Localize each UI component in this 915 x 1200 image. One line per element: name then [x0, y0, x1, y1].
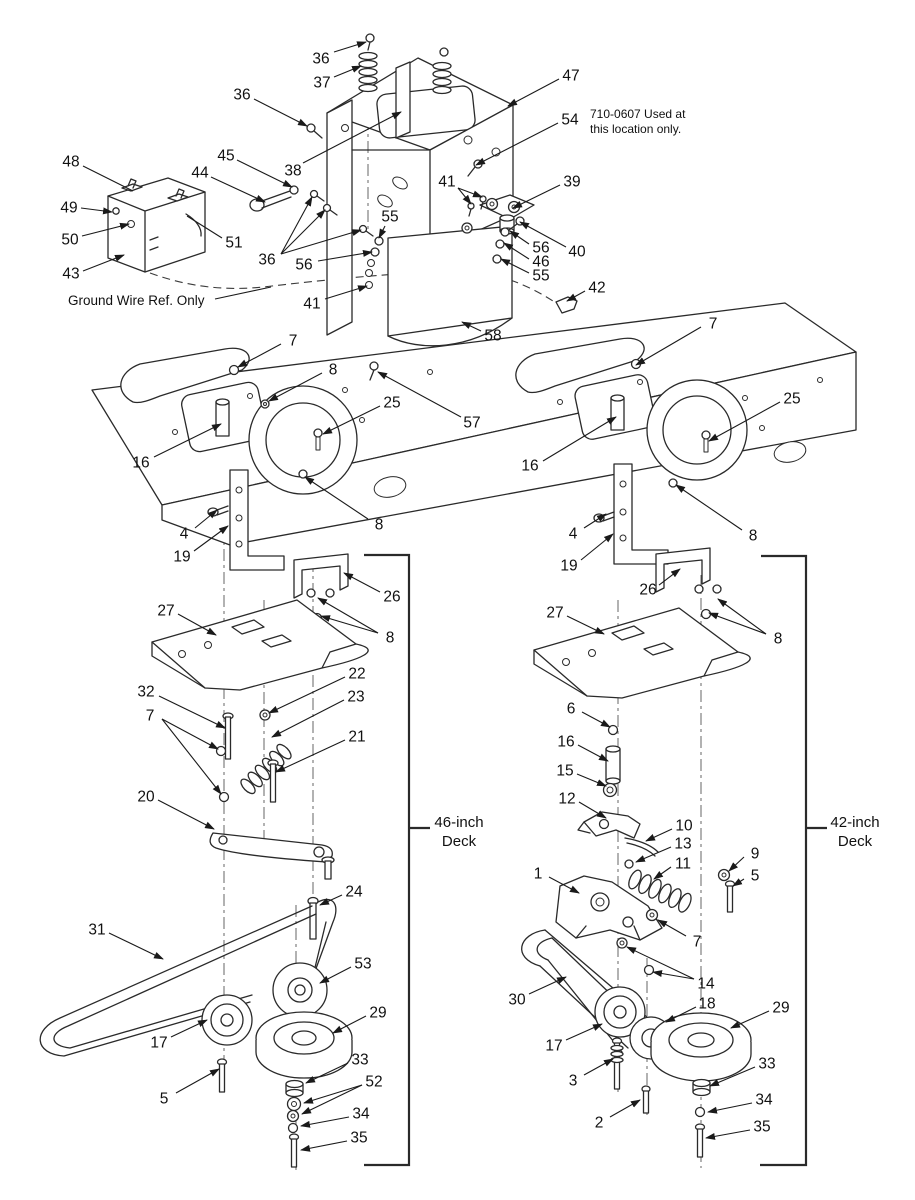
callout-23: 23: [347, 688, 365, 706]
callout-8: 8: [748, 527, 758, 545]
bolt-7-right: [632, 360, 641, 369]
leader-line-36: [334, 42, 366, 52]
bolt-8-right: [669, 479, 677, 487]
callout-45: 45: [217, 147, 235, 165]
nut-34: [696, 1108, 705, 1117]
callout-53: 53: [354, 955, 372, 973]
callout-4: 4: [179, 525, 189, 543]
callout-17: 17: [150, 1034, 168, 1052]
idler-pulley-17-left: [202, 995, 252, 1045]
callout-26: 26: [639, 581, 657, 599]
hanger-bracket-26-right: [656, 548, 721, 619]
callout-7: 7: [288, 332, 298, 350]
callout-39: 39: [563, 173, 581, 191]
callout-26: 26: [383, 588, 401, 606]
callout-36: 36: [233, 86, 251, 104]
leader-line-12: [579, 802, 606, 818]
callout-16: 16: [132, 454, 150, 472]
callout-49: 49: [60, 199, 78, 217]
callout-41: 41: [438, 173, 456, 191]
leader-line-17: [566, 1024, 602, 1040]
callout-30: 30: [508, 991, 526, 1009]
leader-line-43: [83, 255, 124, 271]
leader-line-29: [731, 1011, 769, 1028]
callout-8: 8: [773, 630, 783, 648]
callout-35: 35: [350, 1129, 368, 1147]
clip-42: [556, 297, 577, 313]
bolt-7-left: [230, 366, 239, 375]
leader-line-19: [581, 534, 613, 560]
callout-8: 8: [374, 516, 384, 534]
leader-line-37: [334, 66, 361, 77]
leader-line-23: [272, 700, 344, 737]
callout-56: 56: [295, 256, 313, 274]
bolt-2: [644, 1091, 649, 1113]
leader-line-36: [281, 197, 312, 254]
leader-line-42: [567, 291, 585, 301]
callout-22: 22: [348, 665, 366, 683]
callout-19: 19: [173, 548, 191, 566]
callout-7: 7: [145, 707, 155, 725]
clutch-29-right: [651, 1013, 751, 1081]
ground-wire-note: Ground Wire Ref. Only: [68, 293, 205, 308]
bolt-57: [370, 362, 378, 370]
bolt-35: [292, 1139, 297, 1167]
lift-plate-27-left: [152, 600, 368, 690]
callout-18: 18: [698, 995, 716, 1013]
callout-47: 47: [562, 67, 580, 85]
callout-50: 50: [61, 231, 79, 249]
callout-29: 29: [772, 999, 790, 1017]
callout-55: 55: [532, 267, 550, 285]
location-note-line1: 710-0607 Used at: [590, 107, 686, 121]
leader-line-36: [254, 99, 307, 126]
callout-56: 56: [532, 239, 550, 257]
callout-20: 20: [137, 788, 155, 806]
callout-16: 16: [557, 733, 575, 751]
callout-36: 36: [312, 50, 330, 68]
callout-8: 8: [328, 361, 338, 379]
location-note-line2: this location only.: [590, 122, 682, 136]
standoff-16: [606, 749, 620, 781]
deck-label-42-line2: Deck: [837, 833, 873, 850]
callout-5: 5: [159, 1090, 169, 1108]
leader-line-39: [513, 185, 560, 208]
deck-label-46-line2: Deck: [441, 833, 477, 850]
callout-16: 16: [521, 457, 539, 475]
callout-52: 52: [365, 1073, 383, 1091]
callout-1: 1: [533, 865, 543, 883]
bracket-12: [584, 812, 640, 838]
leader-line-34: [708, 1103, 752, 1112]
bolt-24: [310, 903, 316, 939]
bolt-35: [698, 1129, 703, 1157]
leader-line-31: [109, 933, 163, 959]
leader-line-2: [610, 1100, 640, 1117]
leader-line-56: [510, 231, 529, 244]
leader-line-8: [709, 613, 766, 634]
leader-line-6: [582, 712, 610, 727]
callout-24: 24: [345, 883, 363, 901]
leader-line-5: [176, 1069, 219, 1093]
leader-line-47: [508, 79, 559, 106]
callout-2: 2: [594, 1114, 604, 1132]
right-deck-hardware: [556, 726, 735, 975]
callout-33: 33: [351, 1051, 369, 1069]
leader-line-11: [654, 867, 671, 879]
callout-5: 5: [750, 867, 760, 885]
standoff-16-left: [216, 399, 229, 436]
callout-34: 34: [755, 1091, 773, 1109]
leader-line-55: [379, 226, 385, 238]
bolt-8-left2: [299, 470, 307, 478]
callout-43: 43: [62, 265, 80, 283]
callout-33: 33: [758, 1055, 776, 1073]
callout-40: 40: [568, 243, 586, 261]
callout-11: 11: [674, 855, 692, 873]
callout-48: 48: [62, 153, 80, 171]
callout-25: 25: [383, 394, 401, 412]
callout-46: 46: [532, 253, 550, 271]
leader-line-3: [584, 1059, 613, 1075]
callout-17: 17: [545, 1037, 563, 1055]
leader-line-7: [162, 719, 218, 749]
callout-12: 12: [558, 790, 576, 808]
deck-label-42-line1: 42-inch: [830, 814, 880, 831]
leader-line-14: [627, 947, 694, 979]
nut-34: [289, 1124, 298, 1133]
leader-line-15: [577, 774, 606, 786]
leader-line-7: [162, 719, 221, 794]
leader-line-27: [567, 616, 604, 634]
battery-43: [108, 178, 205, 272]
callout-36: 36: [258, 251, 276, 269]
standoff-16-right: [611, 395, 624, 430]
callout-34: 34: [352, 1105, 370, 1123]
clutch-stack-left: [286, 1081, 303, 1168]
leader-line-44: [211, 177, 265, 202]
leader-line-16: [578, 745, 608, 761]
lift-plate-27-right: [534, 608, 750, 698]
leader-line-20: [158, 800, 214, 829]
pulley-53: [273, 963, 327, 1017]
callout-25: 25: [783, 390, 801, 408]
callout-7: 7: [692, 933, 702, 951]
callout-32: 32: [137, 683, 155, 701]
leader-line-8: [718, 599, 766, 634]
callout-3: 3: [568, 1072, 578, 1090]
deck-label-46-line1: 46-inch: [434, 814, 484, 831]
callout-57: 57: [463, 414, 481, 432]
callout-42: 42: [588, 279, 606, 297]
idler-arm-20: [210, 833, 334, 879]
leader-line-22: [269, 677, 345, 713]
callout-35: 35: [753, 1118, 771, 1136]
leader-line-8: [676, 485, 742, 530]
leader-line-52: [304, 1085, 362, 1103]
callout-21: 21: [348, 728, 366, 746]
leader-line-9: [729, 857, 744, 871]
leader-line-35: [706, 1130, 750, 1138]
nut-14b: [645, 966, 654, 975]
spindle-ring-25-right: [647, 380, 747, 480]
nut-7a: [217, 747, 226, 756]
callout-7: 7: [708, 315, 718, 333]
callout-55: 55: [381, 208, 399, 226]
bolt-5: [220, 1064, 225, 1092]
callout-54: 54: [561, 111, 579, 129]
callout-27: 27: [546, 604, 564, 622]
callout-9: 9: [750, 845, 760, 863]
callout-37: 37: [313, 74, 331, 92]
callout-13: 13: [674, 835, 692, 853]
callout-4: 4: [568, 525, 578, 543]
leader-line-10: [646, 829, 672, 841]
callout-31: 31: [88, 921, 106, 939]
leader-line-53: [320, 967, 351, 983]
clutch-stack-right: [693, 1080, 710, 1158]
callout-29: 29: [369, 1004, 387, 1022]
callout-8: 8: [385, 629, 395, 647]
callout-14: 14: [697, 975, 715, 993]
bolt-5: [728, 886, 733, 912]
leader-line-26: [344, 573, 380, 592]
callout-44: 44: [191, 164, 209, 182]
spring-23: [239, 742, 294, 796]
leader-line-35: [301, 1141, 347, 1150]
callout-58: 58: [484, 327, 502, 345]
callout-19: 19: [560, 557, 578, 575]
callout-38: 38: [284, 162, 302, 180]
leader-line-48: [83, 166, 133, 191]
rod-10: [625, 838, 658, 856]
callout-41: 41: [303, 295, 321, 313]
callout-27: 27: [157, 602, 175, 620]
nut-13: [625, 860, 633, 868]
leader-line-34: [301, 1117, 349, 1126]
callout-6: 6: [566, 700, 576, 718]
callout-10: 10: [675, 817, 693, 835]
callout-51: 51: [225, 234, 243, 252]
leader-line-17: [171, 1020, 207, 1037]
callout-15: 15: [556, 762, 574, 780]
leader-line-13: [636, 847, 671, 862]
bracket-42-inch: [760, 556, 827, 1165]
